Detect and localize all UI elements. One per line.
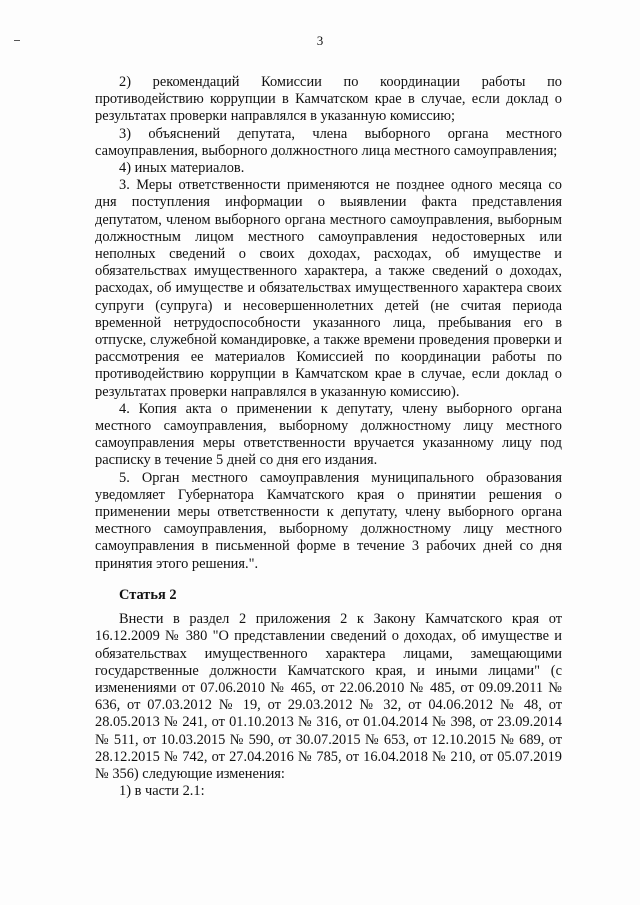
section-gap bbox=[95, 573, 562, 580]
section-gap bbox=[95, 580, 562, 587]
paragraph-item-2: 2) рекомендаций Комиссии по координации работы по противодействию коррупции в Камчатском крае в случае, если доклад о результатах проверки направлялся в указанную комиссию; bbox=[95, 74, 562, 125]
section-gap bbox=[95, 604, 562, 611]
paragraph-article-2-intro: Внести в раздел 2 приложения 2 к Закону Камчатского края от 16.12.2009 № 380 "О представлении сведений о доходах, об имуществе и обязательствах имущественного характера лицами, замещающими государственные должности Камчатского края, и иными лицами" (с изменениями от 07.06.2010 № 465, от 22.06.2010 № 485, от 09.09.2011 № 636, от 07.03.2012 № 19, от 29.03.2012 № 32, от 04.06.2012 № 48, от 28.05.2013 № 241, от 01.10.2013 № 316, от 01.04.2014 № 398, от 23.09.2014 № 511, от 10.03.2015 № 590, от 30.07.2015 № 653, от 12.10.2015 № 689, от 28.12.2015 № 742, от 27.04.2016 № 785, от 16.04.2018 № 210, от 05.07.2019 № 356) следующие изменения: bbox=[95, 611, 562, 782]
paragraph-item-3: 3) объяснений депутата, члена выборного органа местного самоуправления, выборного должностного лица местного самоуправления; bbox=[95, 125, 562, 159]
paragraph-article-2-item-1: 1) в части 2.1: bbox=[119, 783, 205, 800]
document-body bbox=[95, 74, 562, 800]
article-title: Статья 2 bbox=[119, 586, 177, 603]
paragraph-point-5: 5. Орган местного самоуправления муниципального образования уведомляет Губернатора Камчатского края о принятии решения о применении меры ответственности к депутату, члену выборного органа местного самоуправления, выборному должностному лицу местного самоуправления в письменной форме в течение 3 рабочих дней со дня принятия этого решения.". bbox=[95, 469, 562, 572]
page-number: 3 bbox=[316, 33, 324, 48]
paragraph-item-4: 4) иных материалов. bbox=[119, 160, 245, 177]
paragraph-point-3: 3. Меры ответственности применяются не позднее одного месяца со дня поступления информации о выявлении факта представления депутатом, членом выборного органа местного самоуправления, выборным должностным лицом местного самоуправления недостоверных или неполных сведений о своих доходах, расходах, об имуществе и обязательствах имущественного характера, а также сведений о доходах, расходах, об имуществе и обязательствах имущественного характера своих супруги (супруга) и несовершеннолетних детей (не считая периода временной нетрудоспособности указанного лица, пребывания его в отпуске, служебной командировке, а также времени проведения проверки и рассмотрения ее материалов Комиссией по координации работы по противодействию коррупции в Камчатском крае в случае, если доклад о результатах проверки направлялся в указанную комиссию). bbox=[95, 177, 562, 400]
paragraph-point-4: 4. Копия акта о применении к депутату, члену выборного органа местного самоуправления, выборному должностному лицу местного самоуправления меры ответственности вручается указанному лицу под расписку в течение 5 дней со дня его издания. bbox=[95, 400, 562, 469]
